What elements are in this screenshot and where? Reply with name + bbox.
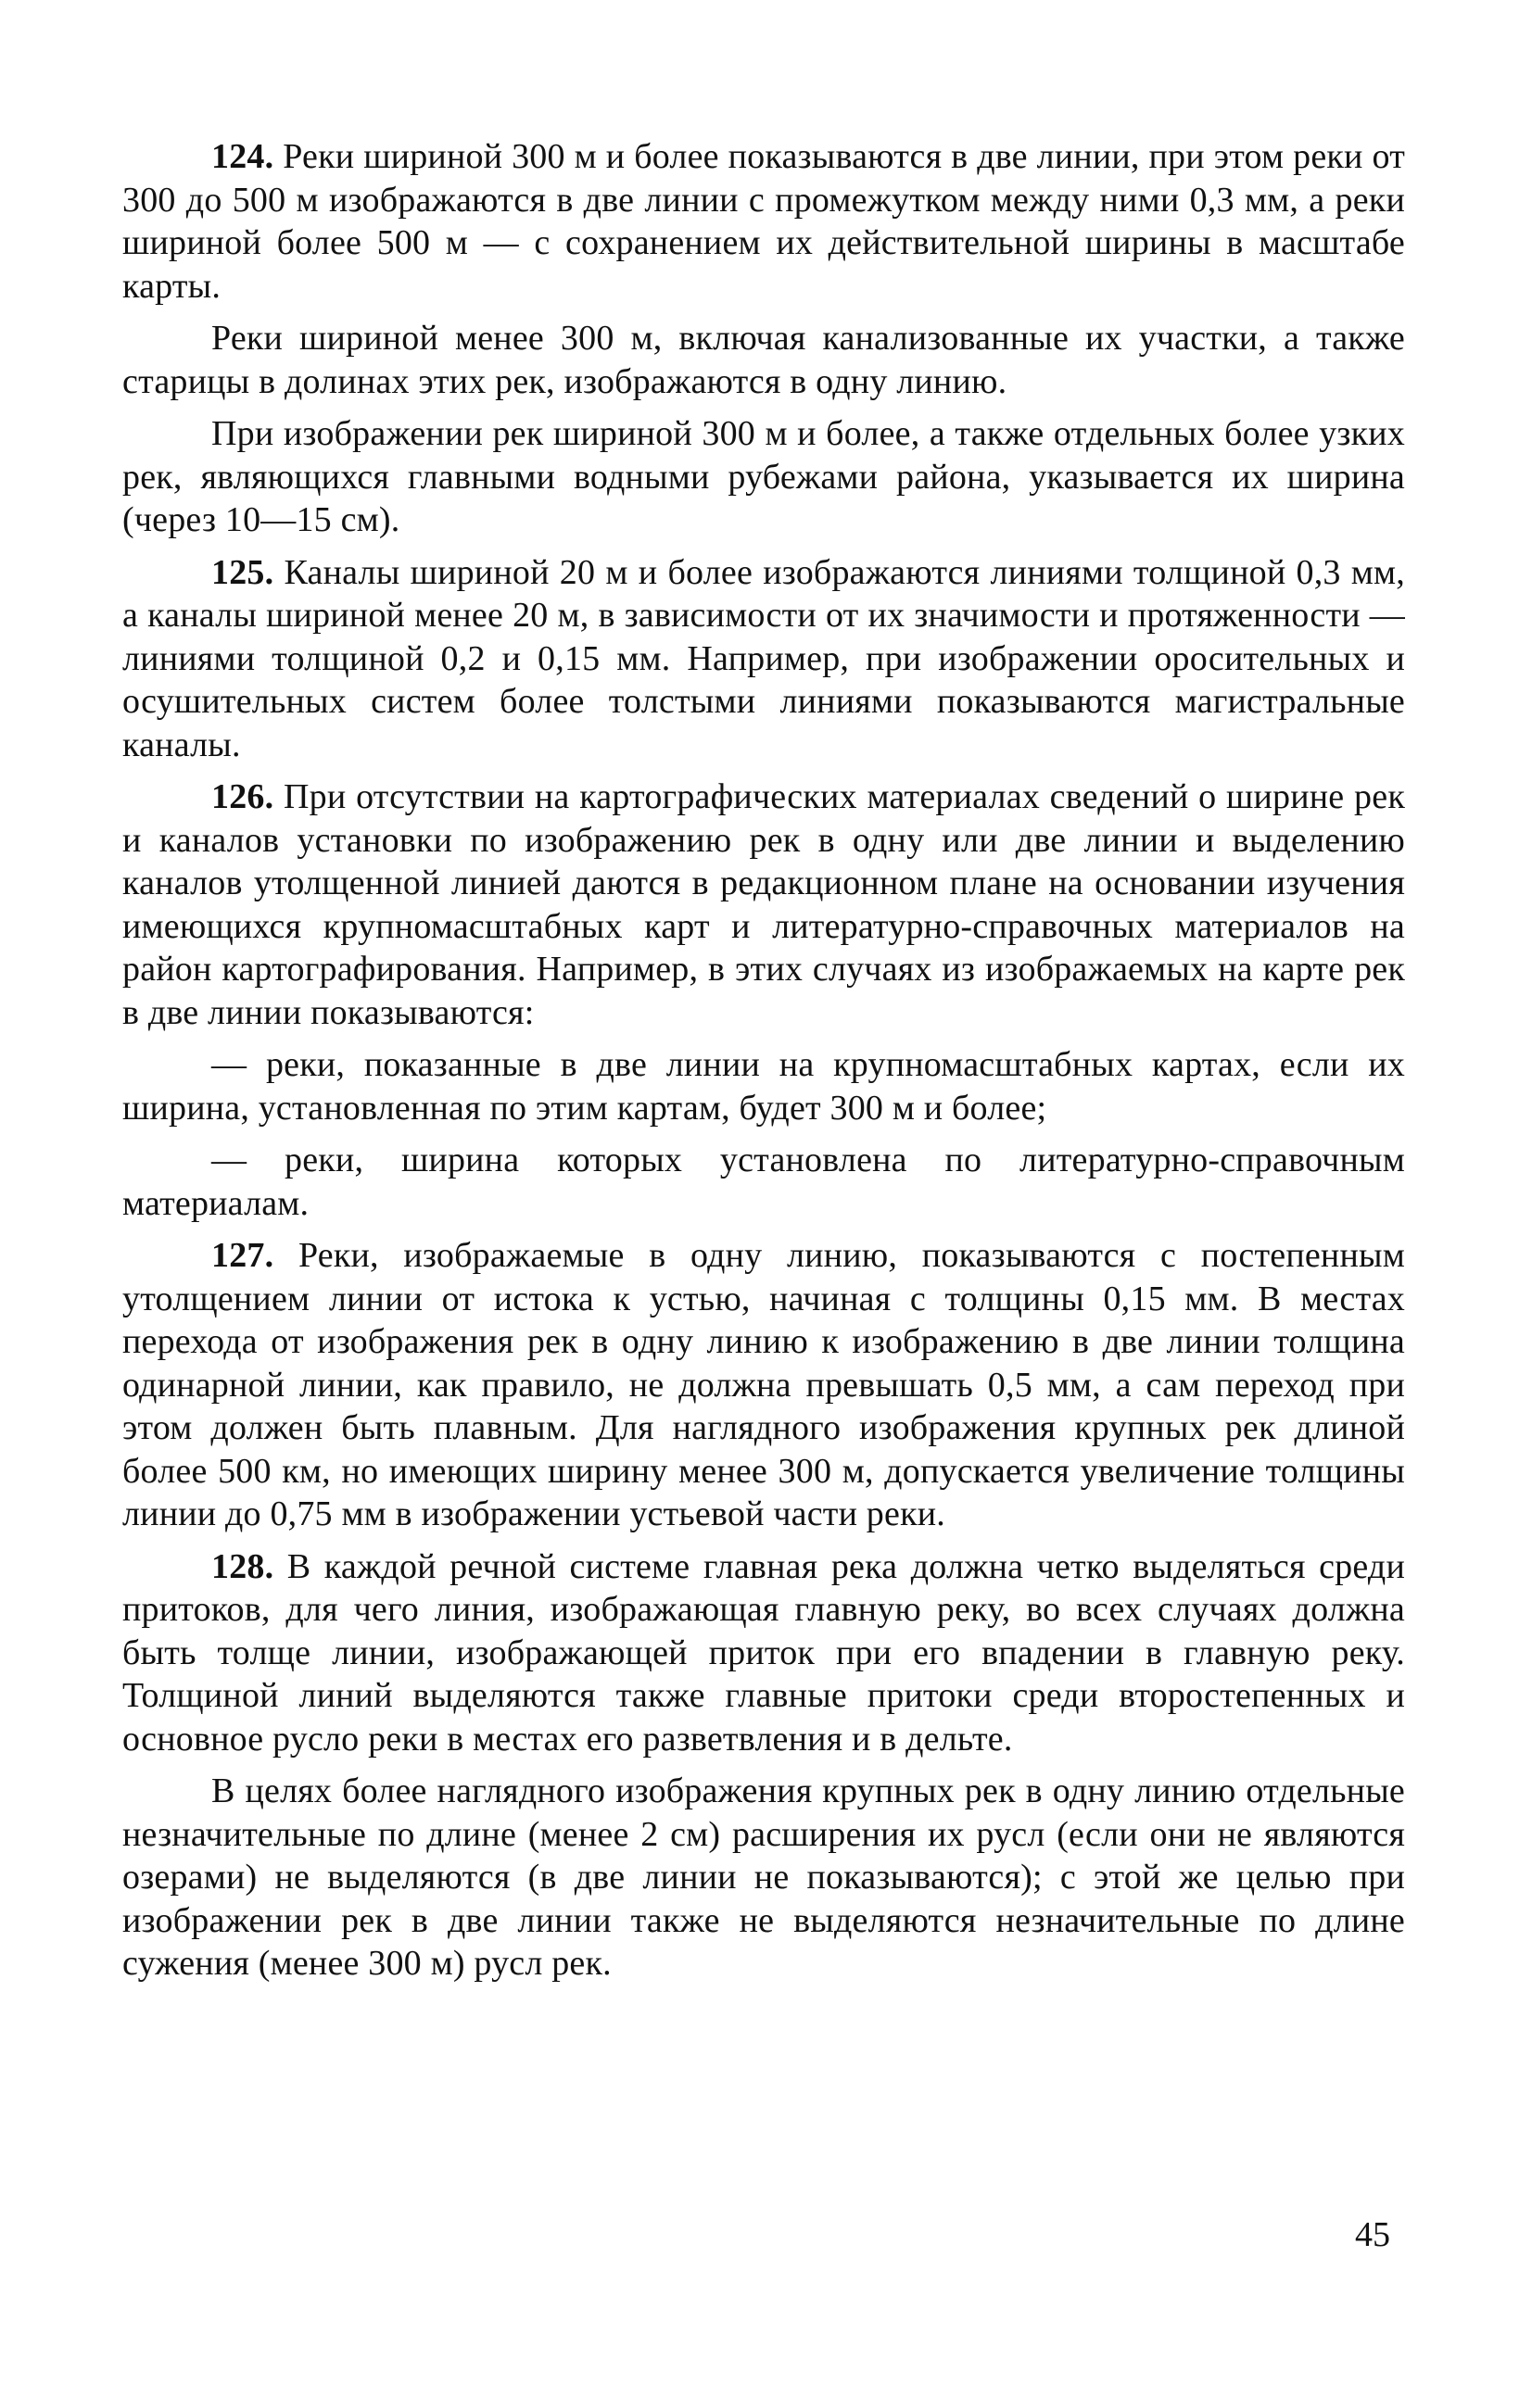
paragraph-river-width: [122, 412, 1405, 542]
paragraph-number: 126.: [211, 777, 274, 816]
paragraph-number: 124.: [211, 137, 274, 176]
paragraph-text: Реки, изображаемые в одну линию, показываются с постепенным утолщением линии от истока к устью, начиная с толщины 0,15 мм. В местах перехода от изображения рек в одну линию к изображению в две линии толщина одинарной линии, как правило, не должна превышать 0,5 мм, а сам переход при этом должен быть плавным. Для наглядного изображения крупных рек длиной более 500 км, но имеющих ширину менее 300 м, допускается увеличение толщины линии до 0,75 мм в изображении устьевой части реки.: [122, 1236, 1405, 1533]
paragraph-narrow-rivers: [122, 317, 1405, 403]
paragraph-text: В целях более наглядного изображения крупных рек в одну линию отдельные незначительные по длине (менее 2 см) расширения их русл (если они не являются озерами) не выделяются (в две линии не показываются); с этой же целью при изображении рек в две линии также не выделяются незначительные по длине сужения (менее 300 м) русл рек.: [122, 1771, 1405, 1983]
paragraph-text: При отсутствии на картографических материалах сведений о ширине рек и каналов установки по изображению рек в одну или две линии и выделению каналов утолщенной линией даются в редакционном плане на основании изучения имеющихся крупномасштабных карт и литературно-справочных материалов на район картографирования. Например, в этих случаях из изображаемых на карте рек в две линии показываются:: [122, 777, 1405, 1032]
paragraph-125: [122, 551, 1405, 767]
list-item-large-scale-maps: [122, 1043, 1405, 1129]
paragraph-number: 128.: [211, 1546, 274, 1586]
paragraph-text: — реки, ширина которых установлена по литературно-справочным материалам.: [122, 1141, 1405, 1223]
paragraph-number: 125.: [211, 552, 274, 592]
paragraph-text: В каждой речной системе главная река должна четко выделяться среди притоков, для чего линия, изображающая главную реку, во всех случаях должна быть толще линии, изображающей приток при его впадении в главную реку. Толщиной линий выделяются также главные притоки среди второстепенных и основное русло реки в местах его разветвления и в дельте.: [122, 1546, 1405, 1759]
paragraph-text: — реки, показанные в две линии на крупномасштабных картах, если их ширина, установленная по этим картам, будет 300 м и более;: [122, 1045, 1405, 1128]
paragraph-127: [122, 1234, 1405, 1536]
paragraph-text: Реки шириной менее 300 м, включая канализованные их участки, а также старицы в долинах этих рек, изображаются в одну линию.: [122, 319, 1405, 401]
paragraph-text: Реки шириной 300 м и более показываются в две линии, при этом реки от 300 до 500 м изображаются в две линии с промежутком между ними 0,3 мм, а реки шириной более 500 м — с сохранением их действительной ширины в масштабе карты.: [122, 137, 1405, 306]
paragraph-124: [122, 135, 1405, 308]
paragraph-text: При изображении рек шириной 300 м и более, а также отдельных более узких рек, являющихся главными водными рубежами района, указывается их ширина (через 10—15 см).: [122, 414, 1405, 539]
paragraph-text: Каналы шириной 20 м и более изображаются линиями толщиной 0,3 мм, а каналы шириной менее 20 м, в зависимости от их значимости и протяженности — линиями толщиной 0,2 и 0,15 мм. Например, при изображении оросительных и осушительных систем более толстыми линиями показываются магистральные каналы.: [122, 552, 1405, 764]
list-item-reference-materials: [122, 1139, 1405, 1225]
body-text: [122, 135, 1405, 1995]
paragraph-126: [122, 775, 1405, 1034]
paragraph-number: 127.: [211, 1236, 274, 1275]
paragraph-widening: [122, 1770, 1405, 1986]
paragraph-128: [122, 1545, 1405, 1761]
page-number: 45: [1355, 2215, 1390, 2254]
